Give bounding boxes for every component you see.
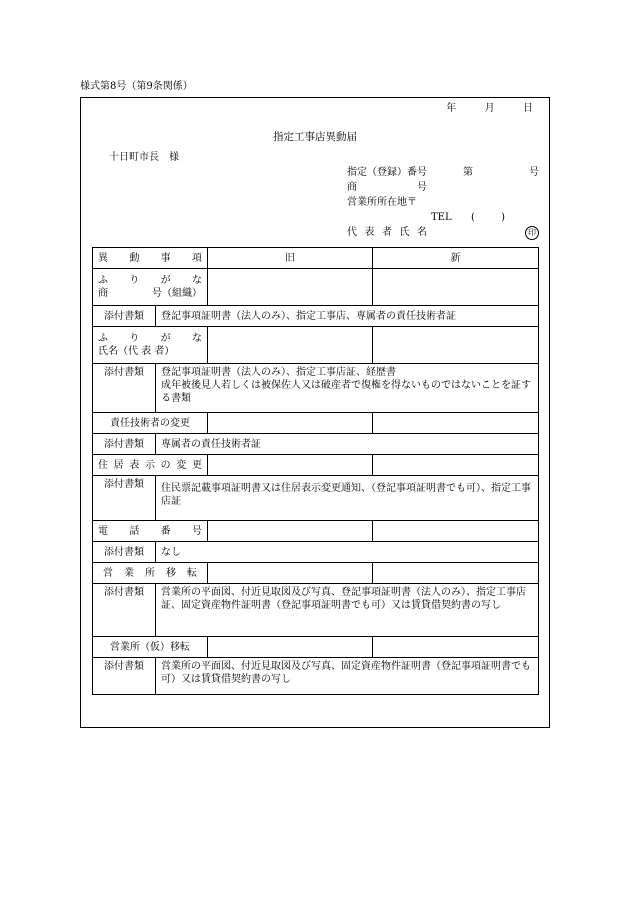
date-day: 日 [523, 103, 533, 114]
office-move-old-cell[interactable] [208, 563, 373, 584]
phone-attach-docs: なし [156, 542, 539, 563]
form-frame [80, 97, 550, 728]
temp-office-attach-label: 添付書類 [93, 658, 156, 695]
header-old: 旧 [208, 248, 373, 269]
phone-attach-row [93, 542, 539, 563]
phone-item-label: 電 話 番 号 [93, 521, 208, 542]
phone-old-cell[interactable] [208, 521, 373, 542]
engineer-old-cell[interactable] [208, 413, 373, 434]
residence-change-row [93, 455, 539, 476]
change-items-table [92, 247, 539, 695]
registration-prefix: 第 [463, 167, 473, 178]
registration-number-row [347, 166, 539, 180]
residence-attach-label: 添付書類 [93, 476, 156, 521]
representative-attach-label: 添付書類 [93, 364, 156, 413]
office-address-label: 営業所所在地〒 [347, 197, 417, 208]
representative-attach-row [93, 364, 539, 413]
trade-name-item-label: ふ り が な 商 号（組織） [93, 269, 208, 306]
trade-name-label: 商 号 [347, 182, 427, 193]
registration-suffix: 号 [529, 167, 539, 178]
addressee: 十日町市長 様 [109, 152, 179, 163]
residence-old-cell[interactable] [208, 455, 373, 476]
table-header-row [93, 248, 539, 269]
document-title: 指定工事店異動届 [273, 131, 357, 143]
representative-label: 代 表 者 氏 名 [347, 227, 427, 238]
phone-attach-label: 添付書類 [93, 542, 156, 563]
phone-new-cell[interactable] [373, 521, 539, 542]
date-line [446, 102, 533, 116]
engineer-new-cell[interactable] [373, 413, 539, 434]
tel-label: TEL [431, 212, 452, 223]
representative-row [347, 226, 539, 240]
representative-item-label: ふ り が な 氏名（代 表 者） [93, 327, 208, 364]
temp-office-attach-row [93, 658, 539, 695]
representative-change-row [93, 327, 539, 364]
engineer-attach-row [93, 434, 539, 455]
header-new: 新 [373, 248, 539, 269]
office-address-row [347, 196, 539, 210]
trade-name-row [347, 181, 539, 195]
date-year: 年 [446, 103, 457, 114]
seal-mark: 印 [525, 226, 539, 240]
engineer-attach-label: 添付書類 [93, 434, 156, 455]
trade-name-new-cell[interactable] [373, 269, 539, 306]
residence-attach-docs: 住民票記載事項証明書又は住居表示変更通知、（登記事項証明書でも可）、指定工事店証 [156, 476, 539, 521]
engineer-attach-docs: 専属者の責任技術者証 [156, 434, 539, 455]
engineer-item-label: 責任技術者の変更 [93, 413, 208, 434]
temp-office-item-label: 営業所（仮）移転 [93, 637, 208, 658]
office-move-attach-docs: 営業所の平面図、付近見取図及び写真、登記事項証明書（法人のみ）、指定工事店証、固定資産物件証明書（登記事項証明書でも可）又は賃貸借契約書の写し [156, 584, 539, 637]
header-item: 異 動 事 項 [93, 248, 208, 269]
representative-old-cell[interactable] [208, 327, 373, 364]
tel-row [347, 211, 539, 225]
trade-name-attach-label: 添付書類 [93, 306, 156, 327]
trade-name-attach-row [93, 306, 539, 327]
office-move-new-cell[interactable] [373, 563, 539, 584]
office-move-change-row [93, 563, 539, 584]
temp-office-change-row [93, 637, 539, 658]
form-number-label: 様式第8号（第9条関係） [80, 81, 193, 92]
tel-parentheses: ( ) [471, 212, 505, 223]
temp-office-new-cell[interactable] [373, 637, 539, 658]
temp-office-attach-docs: 営業所の平面図、付近見取図及び写真、固定資産物件証明書（登記事項証明書でも可）又は賃貸借契約書の写し [156, 658, 539, 695]
applicant-block [347, 166, 539, 241]
office-move-item-label: 営 業 所 移 転 [93, 563, 208, 584]
residence-new-cell[interactable] [373, 455, 539, 476]
residence-attach-row [93, 476, 539, 521]
trade-name-old-cell[interactable] [208, 269, 373, 306]
trade-name-change-row [93, 269, 539, 306]
residence-item-label: 住 居 表 示 の 変 更 [93, 455, 208, 476]
phone-change-row [93, 521, 539, 542]
registration-label: 指定（登録）番号 [347, 167, 427, 178]
temp-office-old-cell[interactable] [208, 637, 373, 658]
representative-new-cell[interactable] [373, 327, 539, 364]
trade-name-attach-docs: 登記事項証明書（法人のみ）、指定工事店、専属者の責任技術者証 [156, 306, 539, 327]
representative-attach-docs: 登記事項証明書（法人のみ）、指定工事店証、経歴書 成年被後見人若しくは被保佐人又は破産者で復権を得ないものではないことを証する書類 [156, 364, 539, 413]
office-move-attach-row [93, 584, 539, 637]
date-month: 月 [484, 103, 495, 114]
engineer-change-row [93, 413, 539, 434]
office-move-attach-label: 添付書類 [93, 584, 156, 637]
